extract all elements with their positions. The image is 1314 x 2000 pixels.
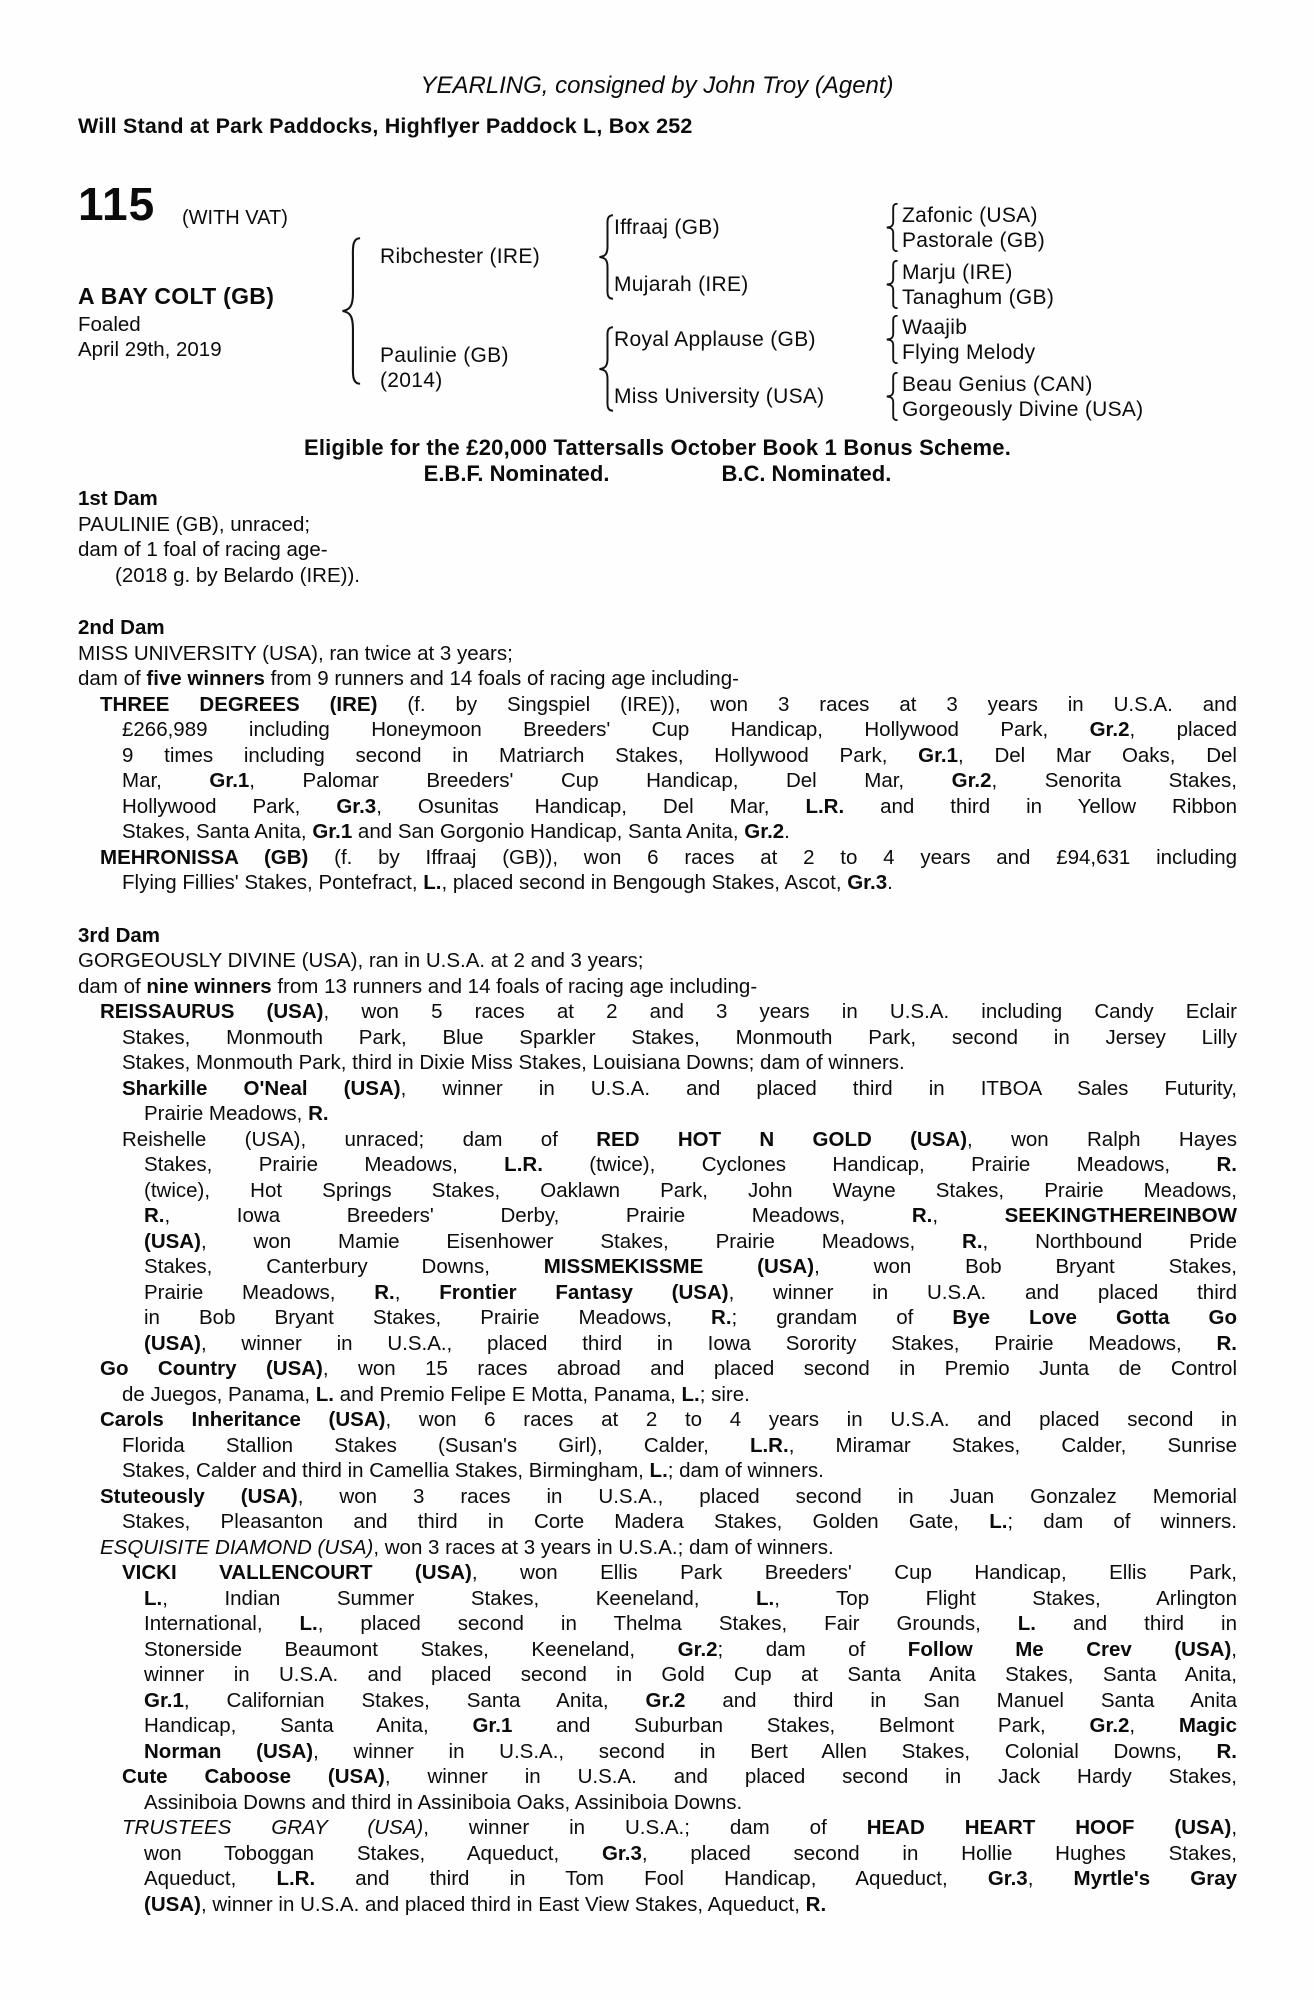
text-line (78, 1076, 1237, 1102)
text-line (78, 1790, 1237, 1816)
text-line (78, 1356, 1237, 1382)
plain-text: Stakes, Prairie Meadows, (144, 1153, 505, 1176)
text-line (78, 1841, 1237, 1867)
text-line (78, 512, 1237, 538)
plain-text: dam of 1 foal of racing age- (78, 538, 328, 561)
bold-text: Gr.2 (1089, 718, 1130, 741)
pedigree-gg-name: Flying Melody (902, 341, 1036, 364)
text-line (78, 666, 1237, 692)
bold-text: THREE DEGREES (IRE) (100, 692, 378, 716)
text-line (78, 1050, 1237, 1076)
text-line (78, 768, 1237, 794)
plain-text: ; dam of winners. (667, 1459, 824, 1482)
italic-text: ESQUISITE DIAMOND (USA) (100, 1535, 374, 1559)
pedigree-gg-name: Gorgeously Divine (USA) (902, 398, 1144, 421)
plain-text: and third in (1036, 1612, 1237, 1635)
text-line (78, 870, 1237, 896)
plain-text: , (932, 1204, 1005, 1227)
pedigree-gg-name: Beau Genius (CAN) (902, 373, 1093, 396)
bold-text: RED HOT N GOLD (USA) (596, 1127, 968, 1151)
text-line (78, 1025, 1237, 1051)
plain-text: Assiniboia Downs and third in Assiniboia Oaks, Assiniboia Downs. (144, 1790, 743, 1814)
plain-text: , (1231, 1637, 1237, 1661)
bold-text: L. (1017, 1612, 1036, 1635)
bold-text: L. (423, 871, 442, 894)
plain-text: Stakes, Calder and third in Camellia Stakes, Birmingham, (122, 1459, 650, 1482)
plain-text: Mar, (122, 769, 210, 792)
bold-text: L. (681, 1382, 700, 1406)
pedigree-brace-icon (596, 326, 616, 412)
plain-text: and third in Yellow Ribbon (844, 794, 1238, 818)
bold-text: Frontier Fantasy (USA) (439, 1280, 729, 1304)
text-line (78, 1152, 1237, 1178)
bold-text: MEHRONISSA (GB) (100, 845, 309, 869)
plain-text: Handicap, Santa Anita, (144, 1714, 473, 1737)
bold-text: L. (989, 1510, 1008, 1533)
text-line (78, 615, 1237, 641)
plain-text: , winner in U.S.A. and placed third in East View Stakes, Aqueduct, (200, 1892, 806, 1916)
text-line (78, 1586, 1237, 1612)
plain-text: , Californian Stakes, Santa Anita, (183, 1688, 646, 1712)
plain-text: . (887, 871, 893, 894)
plain-text: , Northbound Pride (982, 1229, 1237, 1253)
bold-text: Gr.3 (601, 1841, 642, 1865)
plain-text: , won Ralph Hayes (967, 1127, 1237, 1151)
plain-text: ; sire. (699, 1382, 750, 1406)
plain-text: , placed second in Bengough Stakes, Ascot, (441, 871, 848, 894)
plain-text: (twice), Cyclones Handicap, Prairie Meadows, (542, 1153, 1217, 1176)
plain-text: and third in San Manuel Santa Anita (685, 1688, 1237, 1712)
text-line (78, 974, 1237, 1000)
text-line (78, 1815, 1237, 1841)
bold-text: Stuteously (USA) (100, 1484, 298, 1508)
bold-text: 1st Dam (78, 487, 158, 510)
bold-text: Norman (USA) (144, 1739, 314, 1763)
third-dam-section (78, 923, 1237, 1918)
plain-text: ; dam of winners. (1007, 1510, 1237, 1533)
bold-text: five winners (146, 667, 265, 690)
pedigree-dam-name: Paulinie (GB) (380, 344, 509, 367)
bold-text: VICKI VALLENCOURT (USA) (122, 1561, 472, 1584)
plain-text: , Palomar Breeders' Cup Handicap, Del Mar, (249, 769, 952, 792)
bold-text: Carols Inheritance (USA) (100, 1408, 386, 1431)
bold-text: R. (805, 1892, 827, 1916)
pedigree-dam-sire: Royal Applause (GB) (614, 328, 816, 351)
plain-text: , Indian Summer Stakes, Keeneland, (162, 1586, 756, 1610)
plain-text: (twice), Hot Springs Stakes, Oaklawn Park, John Wayne Stakes, Prairie Meadows, (144, 1178, 1237, 1202)
plain-text: PAULINIE (GB), unraced; (78, 512, 311, 536)
bold-text: Magic (1178, 1714, 1237, 1737)
pedigree-brace-icon (338, 236, 364, 386)
plain-text: , winner in U.S.A., second in Bert Allen Stakes, Colonial Downs, (313, 1739, 1217, 1763)
plain-text: dam of (78, 974, 147, 998)
bold-text: R. (1216, 1331, 1237, 1355)
bold-text: 2nd Dam (78, 616, 165, 639)
catalogue-text-body (78, 435, 1237, 1917)
text-line (78, 743, 1237, 769)
text-line (78, 1739, 1237, 1765)
plain-text: Stakes, Canterbury Downs, (144, 1255, 544, 1278)
bold-text: R. (1216, 1739, 1237, 1763)
text-line (78, 845, 1237, 871)
plain-text: Florida Stallion Stakes (Susan's Girl), Calder, (122, 1433, 750, 1457)
italic-text: TRUSTEES GRAY (USA) (122, 1816, 424, 1839)
bold-text: Go Country (USA) (100, 1357, 323, 1380)
pedigree-gg-pair (902, 260, 1054, 310)
foaled-date: April 29th, 2019 (78, 338, 222, 361)
text-line (78, 1331, 1237, 1357)
plain-text: winner in U.S.A. and placed second in Gold Cup at Santa Anita Stakes, Santa Anita, (144, 1663, 1237, 1686)
text-line (78, 1254, 1237, 1280)
bold-text: SEEKINGTHEREINBOW (1004, 1204, 1237, 1227)
plain-text: Reishelle (USA), unraced; dam of (122, 1127, 597, 1151)
plain-text: , winner in U.S.A. and placed second in Jack Hardy Stakes, (384, 1765, 1237, 1788)
page-title: YEARLING, consigned by John Troy (Agent) (420, 72, 894, 99)
text-line (78, 1178, 1237, 1204)
bold-text: 3rd Dam (78, 923, 161, 947)
bold-text: R. (962, 1229, 983, 1253)
text-line (78, 1229, 1237, 1255)
bold-text: L. (755, 1586, 775, 1610)
text-line (78, 1637, 1237, 1663)
plain-text: 9 times including second in Matriarch Stakes, Hollywood Park, (122, 743, 919, 767)
plain-text: , won 3 races in U.S.A., placed second in Juan Gonzalez Memorial (297, 1484, 1237, 1508)
text-line (78, 1535, 1237, 1561)
plain-text: , won 3 races at 3 years in U.S.A.; dam of winners. (373, 1535, 834, 1559)
bold-text: Gr.1 (918, 743, 959, 767)
bold-text: Bye Love Gotta Go (952, 1306, 1237, 1329)
plain-text: Aqueduct, (144, 1867, 277, 1890)
bold-text: Gr.1 (209, 769, 250, 792)
plain-text: MISS UNIVERSITY (USA), ran twice at 3 years; (78, 641, 513, 665)
plain-text: , winner in U.S.A., placed third in Iowa Sorority Stakes, Prairie Meadows, (200, 1331, 1217, 1355)
plain-text: Hollywood Park, (122, 794, 337, 818)
text-line (78, 1688, 1237, 1714)
plain-text: , winner in U.S.A. and placed third in ITBOA Sales Futurity, (400, 1076, 1237, 1100)
bold-text: Myrtle's Gray (1073, 1867, 1238, 1890)
plain-text: , placed second in Hollie Hughes Stakes, (641, 1841, 1237, 1865)
pedigree-gg-pair (902, 315, 1035, 365)
pedigree-gg-name: Tanaghum (GB) (902, 286, 1055, 309)
text-line (78, 563, 1237, 589)
text-line (78, 1509, 1237, 1535)
plain-text: , won Ellis Park Breeders' Cup Handicap, Ellis Park, (471, 1561, 1237, 1584)
bold-text: L. (144, 1586, 163, 1610)
pedigree-gg-name: Marju (IRE) (902, 261, 1013, 284)
vat-note: (WITH VAT) (182, 207, 288, 229)
plain-text: , won 15 races abroad and placed second in Premio Junta de Control (322, 1357, 1237, 1380)
bold-text: Gr.1 (472, 1714, 513, 1737)
plain-text: Stonerside Beaumont Stakes, Keeneland, (144, 1637, 678, 1661)
pedigree-sire-dam: Mujarah (IRE) (614, 273, 749, 296)
pedigree-gg-name: Zafonic (USA) (902, 204, 1038, 227)
text-line (78, 1433, 1237, 1459)
plain-text: , winner in U.S.A. and placed third (728, 1280, 1237, 1304)
plain-text: , placed (1129, 718, 1237, 741)
plain-text: . (784, 820, 790, 843)
plain-text: won Toboggan Stakes, Aqueduct, (144, 1841, 602, 1865)
plain-text: (f. by Iffraaj (GB)), won 6 races at 2 to 4 years and £94,631 including (308, 845, 1237, 869)
pedigree-dam-year: (2014) (380, 369, 443, 392)
bold-text: R. (374, 1280, 395, 1304)
text-line (78, 923, 1237, 949)
stand-location: Will Stand at Park Paddocks, Highflyer Paddock L, Box 252 (78, 114, 693, 138)
text-line (78, 948, 1237, 974)
pedigree-brace-icon (884, 260, 900, 309)
text-line (78, 1484, 1237, 1510)
plain-text: ; dam of (717, 1637, 908, 1661)
plain-text: and Suburban Stakes, Belmont Park, (512, 1714, 1090, 1737)
plain-text: from 13 runners and 14 foals of racing age including- (271, 974, 758, 998)
plain-text: Stakes, Monmouth Park, third in Dixie Miss Stakes, Louisiana Downs; dam of winners. (122, 1051, 905, 1074)
plain-text: from 9 runners and 14 foals of racing age including- (264, 667, 739, 690)
plain-text: , (394, 1280, 440, 1304)
plain-text: , Del Mar Oaks, Del (958, 743, 1237, 767)
plain-text: , placed second in Thelma Stakes, Fair Grounds, (317, 1612, 1018, 1635)
foaled-label: Foaled (78, 313, 141, 336)
plain-text: in Bob Bryant Stakes, Prairie Meadows, (144, 1306, 712, 1329)
plain-text: , Osunitas Handicap, Del Mar, (376, 794, 806, 818)
pedigree-brace-icon (884, 372, 900, 421)
text-line (78, 1407, 1237, 1433)
plain-text: ; grandam of (731, 1306, 953, 1329)
text-line (78, 1560, 1237, 1586)
text-line (78, 819, 1237, 845)
bold-text: L.R. (504, 1153, 543, 1176)
plain-text: and third in Tom Fool Handicap, Aqueduct, (315, 1867, 988, 1890)
plain-text: , won Mamie Eisenhower Stakes, Prairie Meadows, (200, 1229, 963, 1253)
bold-text: Gr.2 (951, 769, 992, 792)
plain-text: (f. by Singspiel (IRE)), won 3 races at 3 years in U.S.A. and (377, 692, 1237, 716)
text-line (78, 692, 1237, 718)
pedigree-dam-dam: Miss University (USA) (614, 385, 825, 408)
second-dam-section (78, 615, 1237, 896)
plain-text: GORGEOUSLY DIVINE (USA), ran in U.S.A. at 2 and 3 years; (78, 949, 644, 972)
text-line (78, 794, 1237, 820)
bold-text: (USA) (144, 1892, 201, 1916)
pedigree-sire-sire: Iffraaj (GB) (614, 216, 720, 239)
bold-text: (USA) (144, 1331, 201, 1355)
bonus-scheme-line: Eligible for the £20,000 Tattersalls October Book 1 Bonus Scheme. (303, 435, 1012, 460)
pedigree-brace-icon (884, 315, 900, 364)
pedigree-sire: Ribchester (IRE) (380, 245, 541, 268)
plain-text: , Iowa Breeders' Derby, Prairie Meadows, (164, 1204, 912, 1227)
plain-text: dam of (78, 667, 147, 690)
bold-text: L.R. (276, 1867, 316, 1890)
text-line (78, 1866, 1237, 1892)
bold-text: REISSAURUS (USA) (100, 1000, 324, 1023)
bold-text: L.R. (749, 1433, 789, 1457)
plain-text: , (1231, 1816, 1238, 1839)
bold-text: R. (144, 1204, 165, 1227)
horse-name: A BAY COLT (GB) (78, 283, 275, 309)
plain-text: , won Bob Bryant Stakes, (814, 1255, 1237, 1278)
text-line (78, 1382, 1237, 1408)
bold-text: R. (911, 1204, 933, 1227)
text-line (78, 537, 1237, 563)
plain-text: Flying Fillies' Stakes, Pontefract, (122, 871, 424, 894)
lot-number: 115 (78, 178, 156, 230)
text-line (78, 1101, 1237, 1127)
bold-text: Sharkille O'Neal (USA) (122, 1076, 401, 1100)
bold-text: R. (711, 1306, 732, 1329)
text-line (78, 1305, 1237, 1331)
pedigree-gg-name: Pastorale (GB) (902, 229, 1046, 252)
text-line (78, 1892, 1237, 1918)
bold-text: Gr.3 (336, 794, 377, 818)
plain-text: Prairie Meadows, (144, 1102, 309, 1125)
pedigree-dam (380, 343, 509, 393)
plain-text: , won 6 races at 2 to 4 years in U.S.A. and placed second in (385, 1408, 1238, 1431)
first-dam-section (78, 486, 1237, 588)
pedigree-gg-pair (902, 372, 1143, 422)
bold-text: L. (315, 1382, 334, 1406)
bold-text: R. (308, 1102, 329, 1125)
bold-text: Gr.3 (847, 871, 888, 894)
text-line (78, 1458, 1237, 1484)
text-line (78, 1127, 1237, 1153)
pedigree-brace-icon (884, 203, 900, 252)
bold-text: Follow Me Crev (USA) (907, 1637, 1232, 1661)
bold-text: MISSMEKISSME (USA) (543, 1255, 815, 1278)
dam-sections (78, 486, 1237, 1917)
plain-text: , (1027, 1867, 1074, 1890)
plain-text: Stakes, Santa Anita, (122, 820, 313, 843)
bold-text: R. (1216, 1153, 1237, 1176)
plain-text: de Juegos, Panama, (122, 1382, 316, 1406)
pedigree-brace-icon (596, 214, 616, 300)
bc-nominated: B.C. Nominated. (721, 460, 892, 486)
text-line (78, 1611, 1237, 1637)
ebf-nominated: E.B.F. Nominated. (423, 460, 610, 486)
plain-text: , Miramar Stakes, Calder, Sunrise (788, 1433, 1237, 1457)
bold-text: (USA) (144, 1229, 201, 1253)
text-line (78, 1280, 1237, 1306)
bold-text: Gr.1 (312, 820, 353, 843)
plain-text: Stakes, Monmouth Park, Blue Sparkler Stakes, Monmouth Park, second in Jersey Lilly (122, 1025, 1237, 1049)
plain-text: and San Gorgonio Handicap, Santa Anita, (352, 820, 745, 843)
text-line (78, 641, 1237, 667)
plain-text: International, (144, 1612, 300, 1635)
plain-text: , winner in U.S.A.; dam of (423, 1816, 867, 1839)
text-line (78, 1713, 1237, 1739)
plain-text: (2018 g. by Belardo (IRE)). (115, 563, 360, 587)
text-line (78, 717, 1237, 743)
bold-text: L.R. (805, 794, 845, 818)
bold-text: Gr.2 (744, 820, 785, 843)
pedigree-gg-name: Waajib (902, 316, 968, 339)
bold-text: HEAD HEART HOOF (USA) (866, 1816, 1232, 1839)
bold-text: nine winners (146, 974, 272, 998)
plain-text: , won 5 races at 2 and 3 years in U.S.A. including Candy Eclair (323, 1000, 1237, 1023)
bold-text: Gr.2 (677, 1637, 718, 1661)
bold-text: Gr.2 (1089, 1714, 1130, 1737)
text-line (78, 999, 1237, 1025)
bold-text: Cute Caboose (USA) (122, 1765, 385, 1788)
plain-text: Stakes, Pleasanton and third in Corte Madera Stakes, Golden Gate, (122, 1510, 990, 1533)
bold-text: L. (299, 1612, 318, 1635)
text-line (78, 1764, 1237, 1790)
plain-text: and Premio Felipe E Motta, Panama, (333, 1382, 682, 1406)
plain-text: , Senorita Stakes, (991, 769, 1237, 792)
nominations-line (78, 461, 1237, 487)
text-line (78, 1662, 1237, 1688)
bold-text: Gr.2 (645, 1688, 686, 1712)
text-line (78, 486, 1237, 512)
pedigree-gg-pair (902, 203, 1045, 253)
plain-text: £266,989 including Honeymoon Breeders' Cup Handicap, Hollywood Park, (122, 718, 1090, 741)
bold-text: Gr.1 (144, 1688, 184, 1712)
plain-text: , Top Flight Stakes, Arlington (774, 1586, 1237, 1610)
plain-text: Prairie Meadows, (144, 1280, 375, 1304)
plain-text: , (1129, 1714, 1179, 1737)
bold-text: Gr.3 (987, 1867, 1028, 1890)
text-line (78, 1203, 1237, 1229)
bold-text: L. (649, 1459, 668, 1482)
